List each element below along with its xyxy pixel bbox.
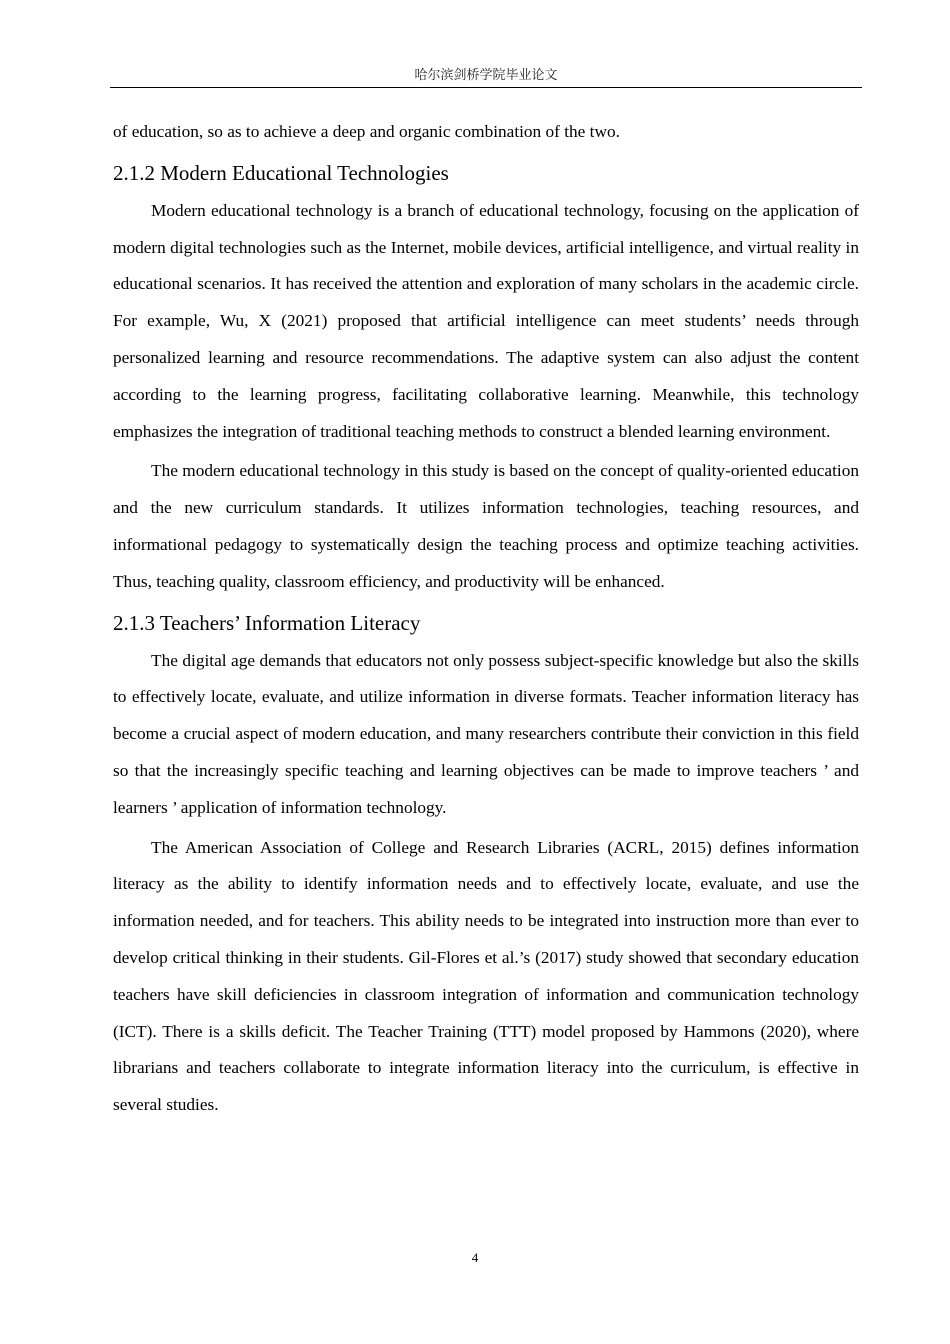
continuation-paragraph: of education, so as to achieve a deep and organic combination of the two. (113, 122, 620, 141)
header-divider (110, 87, 862, 88)
page-header: 哈尔滨剑桥学院毕业论文 (414, 68, 558, 83)
paragraph: The American Association of College and Research Libraries (ACRL, 2015) defines information literacy as the ability to identify information needs and to effectively locate, evaluate, and use the information needed, and for teachers. This ability needs to be integrated into instruction more than ever to develop critical thinking in their students. Gil-Flores et al.’s (2017) study showed that secondary education teachers have skill deficiencies in classroom integration of information and communication technology (ICT). There is a skills deficit. The Teacher Training (TTT) model proposed by Hammons (2020), where librarians and teachers collaborate to integrate information literacy into the curriculum, is effective in several studies. (113, 837, 859, 1115)
document-body (113, 114, 859, 1127)
paragraph: The digital age demands that educators not only possess subject-specific knowledge but also the skills to effectively locate, evaluate, and utilize information in diverse formats. Teacher information literacy has become a crucial aspect of modern education, and many researchers contribute their conviction in this field so that the increasingly specific teaching and learning objectives can be made to improve teachers ’ and learners ’ application of information technology. (113, 650, 859, 817)
section-heading-2-1-3: 2.1.3 Teachers’ Information Literacy (113, 610, 421, 635)
page-number: 4 (471, 1250, 479, 1265)
section-heading-2-1-2: 2.1.2 Modern Educational Technologies (113, 160, 449, 185)
paragraph: The modern educational technology in this study is based on the concept of quality-oriented education and the new curriculum standards. It utilizes information technologies, teaching resources, and informational pedagogy to systematically design the teaching process and optimize teaching activities. Thus, teaching quality, classroom efficiency, and productivity will be enhanced. (113, 461, 859, 591)
paragraph: Modern educational technology is a branch of educational technology, focusing on the application of modern digital technologies such as the Internet, mobile devices, artificial intelligence, and virtual reality in educational scenarios. It has received the attention and exploration of many scholars in the academic circle. For example, Wu, X (2021) proposed that artificial intelligence can meet students’ needs through personalized learning and resource recommendations. The adaptive system can also adjust the content according to the learning progress, facilitating collaborative learning. Meanwhile, this technology emphasizes the integration of traditional teaching methods to construct a blended learning environment. (113, 200, 859, 441)
